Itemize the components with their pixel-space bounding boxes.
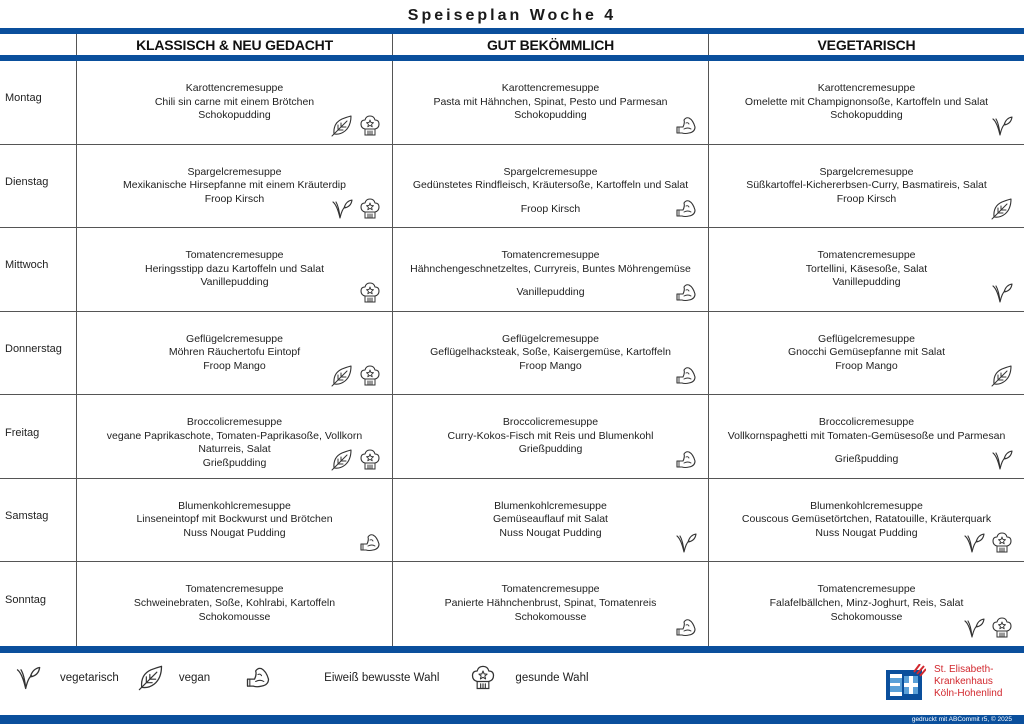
meal-cell [708,562,1024,646]
soup-line: Blumenkohlcremesuppe [810,499,923,512]
meal-cell [392,312,708,395]
soup-line: Spargelcremesuppe [819,165,914,178]
meal-icons [330,364,382,388]
meal-line: Naturreis, Salat [198,443,271,456]
day-row-dienstag [0,145,1024,229]
meal-line: Nuss Nougat Pudding [499,527,602,539]
soup-line: Karottencremesuppe [185,82,284,94]
meal-cell [708,312,1024,395]
healthy-choice-icon [358,281,382,305]
hospital-logo [886,664,1002,700]
day-label: Montag [5,92,42,105]
meal-cell [76,395,392,478]
soup-line: Broccolicremesuppe [818,416,915,429]
vegan-icon [990,197,1014,221]
meal-icons [674,114,698,138]
vegetarian-icon [990,114,1014,138]
column-header-row [0,34,1024,55]
meal-line: Heringsstipp dazu Kartoffeln und Salat [144,262,324,275]
soup-line: Spargelcremesuppe [503,165,598,178]
protein-icon [674,616,698,640]
meal-cell [708,61,1024,144]
day-row-montag [0,61,1024,145]
meal-cell [392,479,708,562]
meal-line: Nuss Nougat Pudding [183,527,286,539]
meal-icons [330,114,382,138]
meal-icons [990,448,1014,472]
meal-line: Schokomousse [514,610,587,623]
meal-line: Froop Kirsch [836,192,897,205]
meal-line: Linseneintopf mit Bockwurst und Brötchen [136,513,333,526]
meal-cell [708,395,1024,478]
meal-cell [76,145,392,228]
meal-line: Schokopudding [514,109,587,122]
soup-line: Tomatencremesuppe [817,583,916,596]
logo-line-2: Krankenhaus [934,676,993,687]
meal-line: Vanillepudding [516,286,585,299]
meal-line: Hähnchengeschnetzeltes, Curryreis, Buntes Möhrengemüse [410,262,691,275]
meal-icons [358,531,382,555]
meal-line: Tortellini, Käsesoße, Salat [805,262,928,275]
meal-icons [358,281,382,305]
meal-line: Grießpudding [202,457,267,470]
meal-line: vegane Paprikaschote, Tomaten-Paprikasoße, Vollkorn [106,429,363,442]
meal-cell [392,395,708,478]
meal-line: Geflügelhacksteak, Soße, Kaisergemüse, Kartoffeln [430,346,671,359]
meal-line: Grießpudding [518,443,583,456]
legend-label: vegetarisch [60,672,119,684]
protein-icon [674,197,698,221]
meal-cell [76,312,392,395]
soup-line: Spargelcremesuppe [187,165,282,178]
vegan-icon [137,664,165,692]
vegan-icon [330,364,354,388]
day-row-sonntag [0,562,1024,646]
protein-icon [674,281,698,305]
meal-cell [76,61,392,144]
soup-line: Broccolicremesuppe [186,416,283,429]
meal-line: Nuss Nougat Pudding [815,527,918,539]
meal-line: Schokomousse [198,610,271,623]
meal-line: Curry-Kokos-Fisch mit Reis und Blumenkohl [447,429,654,442]
soup-line: Blumenkohlcremesuppe [178,499,291,512]
header-day-column [0,34,76,55]
protein-icon [674,114,698,138]
page-title: Speiseplan Woche 4 [407,7,617,24]
meal-line: Gemüseauflauf mit Salat [493,513,608,526]
logo-text [934,664,1002,700]
soup-line: Geflügelcremesuppe [502,332,599,345]
meal-icons [962,531,1014,555]
day-label: Mittwoch [5,259,49,272]
soup-line: Karottencremesuppe [501,82,600,94]
meal-line: Vanillepudding [200,276,269,289]
meal-icons [674,364,698,388]
meal-line: Vanillepudding [832,276,901,289]
vegan-icon [330,448,354,472]
soup-line: Blumenkohlcremesuppe [494,499,607,512]
vegetarian-icon [330,197,354,221]
meal-icons [990,364,1014,388]
meal-line: Möhren Räuchertofu Eintopf [168,346,301,359]
meal-icons [674,531,698,555]
logo-line-1: St. Elisabeth- [934,664,994,675]
meal-line: Süßkartoffel-Kichererbsen-Curry, Basmatireis, Salat [746,179,987,192]
day-row-donnerstag [0,312,1024,396]
legend [14,660,589,696]
meal-line: Gnocchi Gemüsepfanne mit Salat [788,346,945,359]
healthy-choice-icon [358,114,382,138]
legend-item [469,664,588,692]
meal-line: Couscous Gemüsetörtchen, Ratatouille, Kräuterquark [741,513,992,526]
printed-note: gedruckt mit ABCommit r5, © 2025 [911,716,1012,723]
meal-cell [392,61,708,144]
meal-line: Omelette mit Champignonsoße, Kartoffeln und Salat [744,95,989,108]
day-row-samstag [0,479,1024,563]
meal-line: Schokopudding [830,109,903,122]
soup-line: Tomatencremesuppe [185,583,284,596]
vegetarian-icon [990,448,1014,472]
meal-cell [76,228,392,311]
meal-line: Chili sin carne mit einem Brötchen [154,95,315,108]
meal-icons [962,616,1014,640]
day-label: Sonntag [5,594,46,607]
healthy-choice-icon [990,531,1014,555]
meal-line: Froop Mango [835,359,898,372]
vegetarian-icon [962,531,986,555]
vegetarian-icon [14,664,42,692]
day-label: Samstag [5,510,49,523]
protein-icon [358,531,382,555]
meal-cell [76,562,392,646]
soup-line: Tomatencremesuppe [817,249,916,262]
logo-mark-icon [886,664,926,700]
meal-line: Froop Mango [203,359,266,372]
meal-line: Panierte Hähnchenbrust, Spinat, Tomatenreis [444,596,657,609]
vegetarian-icon [674,531,698,555]
day-label: Freitag [5,426,40,439]
vegan-icon [990,364,1014,388]
legend-label: vegan [178,672,211,684]
meal-icons [674,616,698,640]
day-row-freitag [0,395,1024,479]
healthy-choice-icon [358,197,382,221]
meal-cell [392,145,708,228]
meal-line: Froop Mango [519,359,582,372]
soup-line: Tomatencremesuppe [501,249,600,262]
vegetarian-icon [962,616,986,640]
meal-cell [708,228,1024,311]
meal-line: Schokopudding [198,109,271,122]
soup-line: Geflügelcremesuppe [818,332,915,345]
vegetarian-icon [990,281,1014,305]
header-vegetarisch: VEGETARISCH [708,34,1024,55]
vegan-icon [330,114,354,138]
healthy-choice-icon [990,616,1014,640]
meal-line: Schokomousse [830,610,903,623]
menu-grid [0,61,1024,646]
meal-line: Grießpudding [834,453,899,466]
footer-bar [0,715,1024,724]
bottom-divider-bar [0,646,1024,653]
meal-line: Mexikanische Hirsepfanne mit einem Kräuterdip [123,179,346,192]
legend-label: Eiweiß bewusste Wahl [324,672,440,684]
healthy-choice-icon [358,448,382,472]
legend-item [14,664,119,692]
meal-cell [708,479,1024,562]
meal-icons [990,114,1014,138]
protein-icon [674,364,698,388]
meal-line: Froop Kirsch [520,202,581,215]
meal-line: Pasta mit Hähnchen, Spinat, Pesto und Parmesan [433,95,668,108]
healthy-choice-icon [358,364,382,388]
meal-icons [674,197,698,221]
meal-icons [330,197,382,221]
legend-label: gesunde Wahl [515,672,589,684]
meal-line: Gedünstetes Rindfleisch, Kräutersoße, Kartoffeln und Salat [412,179,689,192]
meal-icons [330,448,382,472]
meal-cell [392,228,708,311]
day-row-mittwoch [0,228,1024,312]
logo-line-3: Köln-Hohenlind [934,688,1003,699]
soup-line: Broccolicremesuppe [502,416,599,429]
meal-cell [76,479,392,562]
meal-line: Froop Kirsch [204,192,265,205]
meal-icons [990,281,1014,305]
header-klassisch: KLASSISCH & NEU GEDACHT [76,34,392,55]
meal-line: Vollkornspaghetti mit Tomaten-Gemüsesoße und Parmesan [727,429,1006,442]
healthy-choice-icon [469,664,497,692]
protein-icon [244,664,272,692]
soup-line: Karottencremesuppe [817,82,916,94]
meal-cell [392,562,708,646]
header-gut-bekoemmlich: GUT BEKÖMMLICH [392,34,708,55]
protein-icon [674,448,698,472]
soup-line: Tomatencremesuppe [185,249,284,262]
meal-cell [708,145,1024,228]
day-label: Donnerstag [5,342,62,355]
meal-line: Schweinebraten, Soße, Kohlrabi, Kartoffeln [133,596,336,609]
legend-item [137,664,210,692]
day-label: Dienstag [5,175,49,188]
soup-line: Tomatencremesuppe [501,583,600,596]
meal-icons [674,281,698,305]
soup-line: Geflügelcremesuppe [186,332,283,345]
legend-item [244,664,439,692]
meal-icons [990,197,1014,221]
meal-icons [674,448,698,472]
meal-line: Falafelbällchen, Minz-Joghurt, Reis, Salat [769,596,964,609]
